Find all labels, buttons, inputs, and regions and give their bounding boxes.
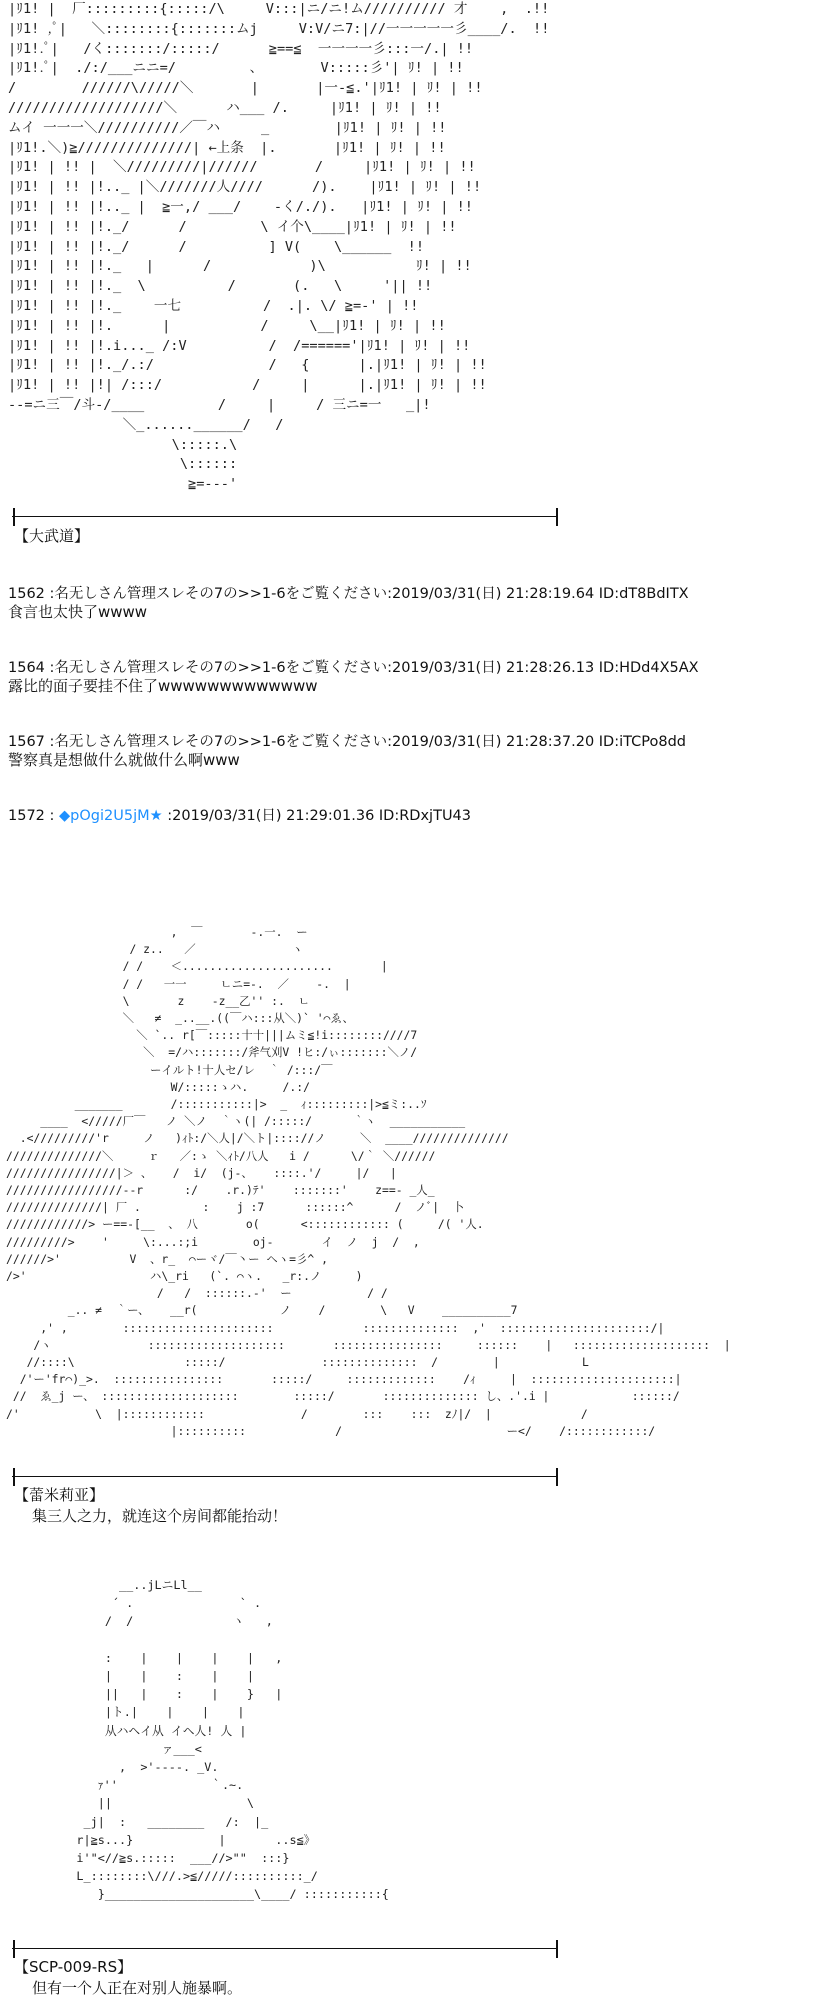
caption-dawudao: 【大武道】 [14,527,90,545]
ascii-art-top: |ﾘ1! | 厂:::::::::{:::::/\ V:::|ニ/ニ!ム////////// 才 , .!! |ﾘ1! ,ﾟ| ＼::::::::{:::::::ムj V:V/ニ7:|//一一一一一彡____/. !! |ﾘ1!.ﾟ| /く:::::::/:::::/ ≧==≦ 一一一一彡:::一/.| !! |ﾘ1!.ﾟ| ./:/___ニニ=/ 、 V:::::彡'| ﾘ! | !! / //////\/////＼ | |一-≦.'|ﾘ1! | ﾘ! | !! ///////////////////＼ ハ___ /. |ﾘ1! | ﾘ! | !! ムイ 一一一＼//////////／￣ハ _ |ﾘ1! | ﾘ! | !! |ﾘ1!.＼)≧//////////////| ←上条 |. |ﾘ1! | ﾘ! | !! |ﾘ1! | !! | ＼/////////|////// / |ﾘ1! | ﾘ! | !! |ﾘ1! | !! |!.._ |＼///////人//// /). |ﾘ1! | ﾘ! | !! |ﾘ1! | !! |!.._ | ≧一,/ ___/ -く/./). |ﾘ1! | ﾘ! | !! |ﾘ1! | !! |!._/ / \ イ个\____|ﾘ1! | ﾘ! | !! |ﾘ1! | !! |!._/ / ] V( \______ !! |ﾘ1! | !! |!._ | / )\ ﾘ! | !! |ﾘ1! | !! |!._ \ / (. \ '|| !! |ﾘ1! | !! |!._ 一七 / .|. \/ ≧=-' | !! |ﾘ1! | !! |!. | / \__|ﾘ1! | ﾘ! | !! |ﾘ1! | !! |!.i..._ /:V / /======'|ﾘ1! | ﾘ! | !! |ﾘ1! | !! |!._/.:/ / { |.|ﾘ1! | ﾘ! | !! |ﾘ1! | !! |!| /:::/ / | |.|ﾘ1! | ﾘ! | !! --=ニ三￣/斗-/____ / | / 三ニ=一 _|! ＼_......______/ / \:::::.\ \:::::: ≧=---' [8,1,550,493]
divider-3-right-tick [556,1940,558,1958]
post-body-1562: 食言也太快了wwww [8,603,148,621]
ascii-art-bottom: __..jLニLl__ ´ . ` . / / ヽ , : | | | | , | | : | | || | : | } | |ト.| | | | 从ハヘイ从 イヘ人! 人 | ァ___< , >'----. _V. ｧ'' ｀.~. || \ _j| : ________ /: |_ r|≧s...} | ..s≦》 i'"<//≧s.::::: ___//>"" :::} L_::::::::\///.>≦/////::::::::::_/ }_____________________\____/ :::::::::::{ [76,1578,389,1902]
divider-1-left-tick [13,508,15,526]
divider-1-right-tick [556,508,558,526]
divider-1 [12,516,557,517]
divider-2 [12,1476,557,1477]
post-1572-number: 1572 : [8,808,60,824]
dialogue-scp-009-rs: 但有一个人正在对别人施暴啊。 [32,1979,243,1997]
post-header-1564: 1564 :名无しさん管理スレその7の>>1-6をご覧ください:2019/03/31(日) 21:28:26.13 ID:HDd4X5AX [8,660,699,676]
caption-remilia: 【蕾米莉亚】 [14,1486,105,1504]
post-body-1564: 露比的面子要挂不住了wwwwwwwwwwwww [8,677,318,695]
post-header-1572 [8,804,471,825]
post-header-1562: 1562 :名无しさん管理スレその7の>>1-6をご覧ください:2019/03/31(日) 21:28:19.64 ID:dT8BdITX [8,586,689,602]
dialogue-remilia: 集三人之力，就连这个房间都能抬动！ [32,1507,288,1525]
post-1572-meta: :2019/03/31(日) 21:29:01.36 ID:RDxjTU43 [162,808,472,824]
caption-scp-009-rs: 【SCP-009-RS】 [14,1958,133,1976]
post-body-1567: 警察真是想做什么就做什么啊www [8,751,240,769]
tripcode-link[interactable]: ◆pOgi2U5jM★ [59,808,163,824]
divider-2-right-tick [556,1468,558,1486]
ascii-art-middle: , ￣ -.一. ー / z.. ／ ヽ / / ＜...................... | / / 一一 ㄴニ=-. ／ -. | \ z -z__乙'' :. ㄴ ＼ ≠ _..__.((￣ハ:::从＼)` '⌒ゑ、 ＼ `.. r[￣:::::十十|||ムミ≦!i::::::::////7 ＼ =/ハ:::::::/斧气刈V !ヒ:/ぃ:::::::＼ノ/ ーイルト!十人セ/レ ｀ /:::/￣ W/:::::ゝハ. /.:/ _______ /:::::::::::|> _ ｨ:::::::::|>≦ミ:..ｿ ____ </////厂￣ ノ ＼ノ ｀ヽ(| /:::::/ ｀ヽ ___________ .</////////'r ノ )ｨﾄ:/＼人|/＼ト|:::://ノ ＼ ____////////////// //////////////＼ ｒ ／:ゝ ＼ｨﾄ/八人 i / \/｀ ＼////// ////////////////|＞ 、 / i/ (j-、 ::::.'/ |/ | /////////////////--r :/ .r.)ﾃ' :::::::' z==- _人_ //////////////| 厂 . : j :7 ::::::^ / ノﾞ| 卜 ////////////> ー==-[__ 、 八 o( <:::::::::::: ( /( '人. /////////> ' \:...:;i oj- イ ノ j / , //////>' V 、r_ ⌒ーヾ/￣丶ー ヘヽ=彡^ , />' ハ\_ri (`. ⌒ヽ. _r:.ノ ) / / ::::::.-' ー / / _.. ≠ ｀ー、 __r( ノ / \ V __________7 ,' , :::::::::::::::::::::: :::::::::::::: ,' ::::::::::::::::::::::/| /ヽ :::::::::::::::::::: :::::::::::::::: :::::: | :::::::::::::::::::: | //::::\ :::::/ :::::::::::::: / | L /'ー'fr⌒)_>. :::::::::::::::: :::::/ ::::::::::::: /ｨ | :::::::::::::::::::::| // ゑ_j ー、 :::::::::::::::::::: :::::/ :::::::::::::: し、.'.i | ::::::/ /' \ |:::::::::::: / ::: ::: zﾉ|/ | / |:::::::::: / ー</ /::::::::::::/ [6,925,731,1438]
post-header-1567: 1567 :名无しさん管理スレその7の>>1-6をご覧ください:2019/03/31(日) 21:28:37.20 ID:iTCPo8dd [8,734,686,750]
divider-3 [12,1948,557,1949]
